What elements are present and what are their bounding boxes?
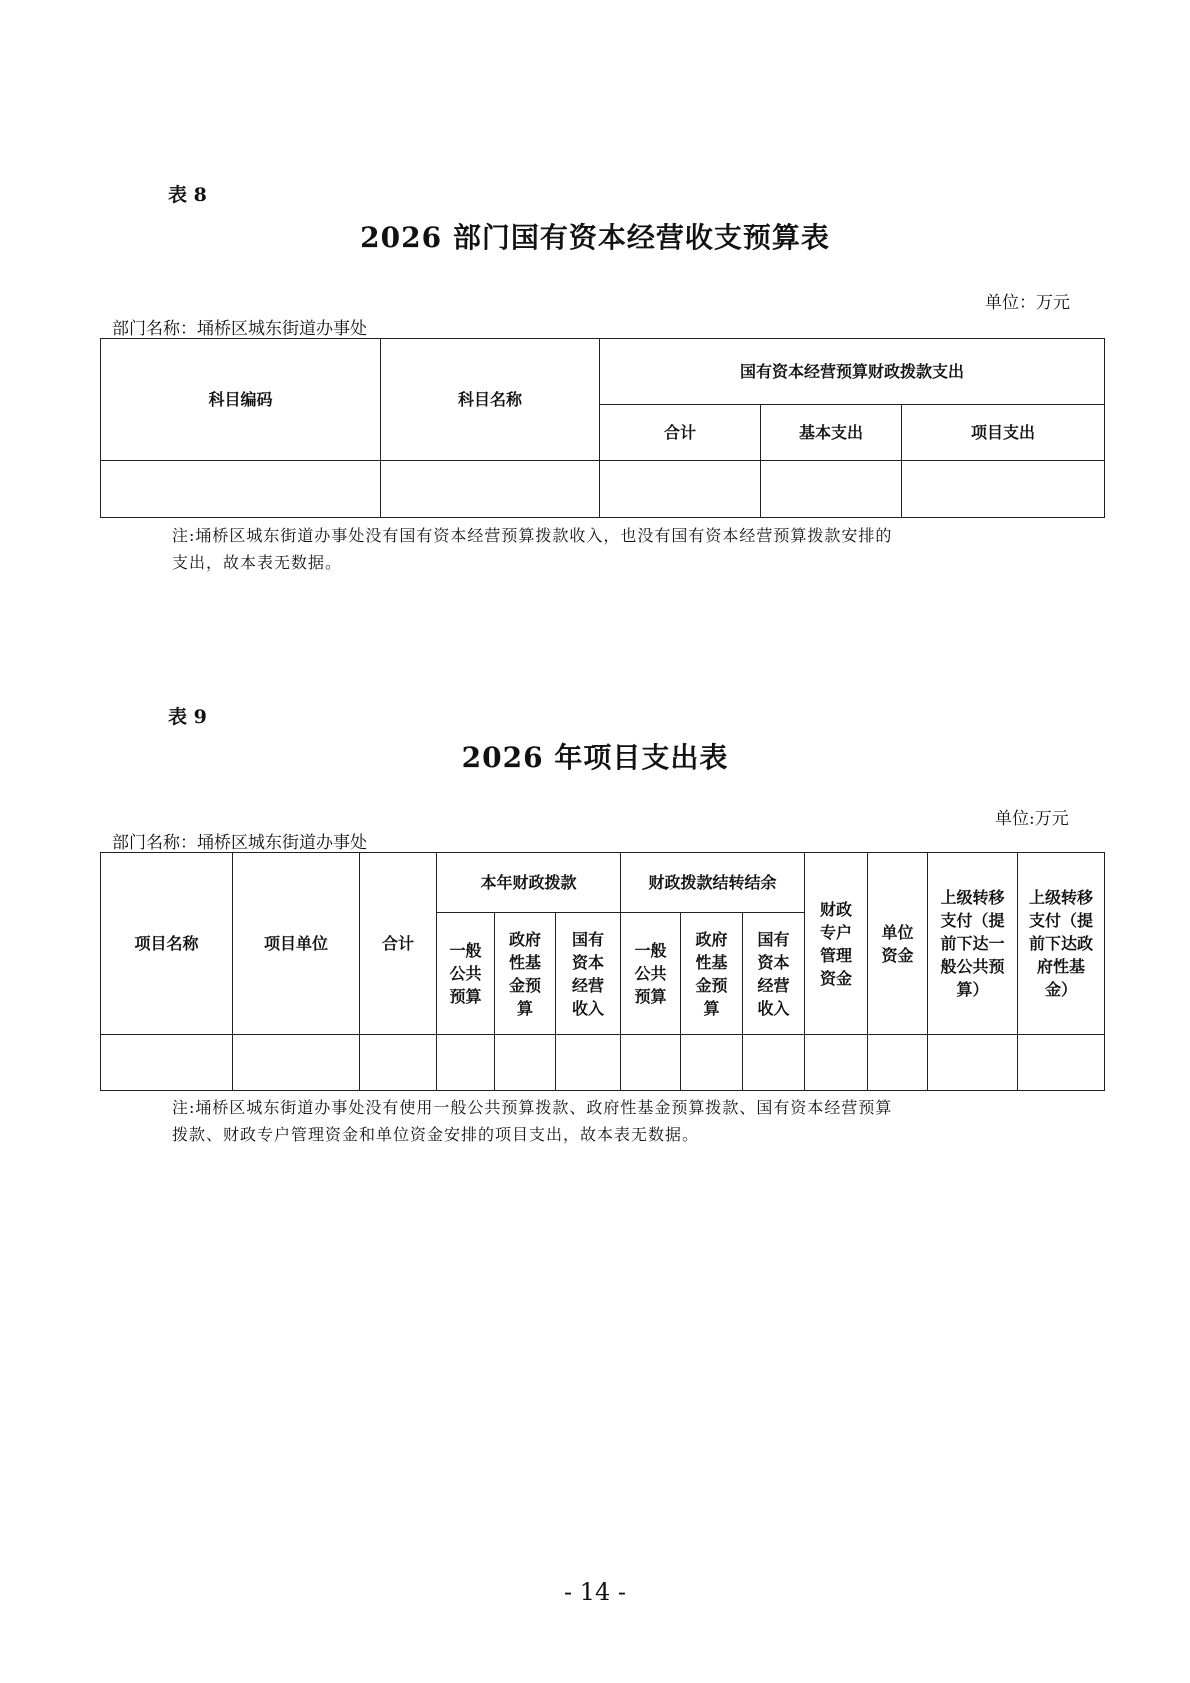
t9-empty-row bbox=[101, 1035, 1105, 1091]
table8 bbox=[100, 338, 1105, 518]
t8-header-project: 项目支出 bbox=[902, 405, 1105, 461]
t8-cell bbox=[381, 461, 600, 518]
t9-cell bbox=[437, 1035, 495, 1091]
t9-header-gov-fund: 政府性基金预算 bbox=[495, 913, 556, 1035]
t9-header-carry-gov-fund: 政府性基金预算 bbox=[681, 913, 743, 1035]
table9 bbox=[100, 852, 1105, 1091]
page-number: - 14 - bbox=[563, 1578, 626, 1606]
t9-cell bbox=[928, 1035, 1018, 1091]
t9-header-project-unit: 项目单位 bbox=[233, 853, 360, 1035]
t9-cell bbox=[868, 1035, 928, 1091]
t9-cell bbox=[233, 1035, 360, 1091]
table8-unit: 单位：万元 bbox=[985, 293, 1070, 313]
t8-header-basic: 基本支出 bbox=[761, 405, 902, 461]
t9-header-fiscal-special: 财政专户管理资金 bbox=[805, 853, 868, 1035]
table8-label: 表 8 bbox=[168, 184, 207, 206]
t9-header-carry-general-public: 一般公共预算 bbox=[621, 913, 681, 1035]
t8-header-group: 国有资本经营预算财政拨款支出 bbox=[600, 339, 1105, 405]
table9-dept: 部门名称：埇桥区城东街道办事处 bbox=[112, 833, 367, 853]
t8-cell bbox=[761, 461, 902, 518]
table9-note bbox=[172, 1094, 892, 1148]
t9-cell bbox=[681, 1035, 743, 1091]
t8-cell bbox=[600, 461, 761, 518]
t9-header-upper-general: 上级转移支付（提前下达一般公共预算） bbox=[928, 853, 1018, 1035]
table8-note bbox=[172, 522, 892, 576]
t9-header-general-public: 一般公共预算 bbox=[437, 913, 495, 1035]
table9-label: 表 9 bbox=[168, 706, 207, 728]
table8-dept: 部门名称：埇桥区城东街道办事处 bbox=[112, 319, 367, 339]
t9-header-upper-fund: 上级转移支付（提前下达政府性基金） bbox=[1018, 853, 1105, 1035]
t8-header-total: 合计 bbox=[600, 405, 761, 461]
table8-note-line1: 注:埇桥区城东街道办事处没有国有资本经营预算拨款收入，也没有国有资本经营预算拨款安排的 bbox=[172, 526, 893, 545]
t9-cell bbox=[556, 1035, 621, 1091]
t9-cell bbox=[101, 1035, 233, 1091]
table9-unit: 单位:万元 bbox=[995, 809, 1069, 829]
t8-cell bbox=[902, 461, 1105, 518]
t9-header-state-capital: 国有资本经营收入 bbox=[556, 913, 621, 1035]
t9-header-current-year: 本年财政拨款 bbox=[437, 853, 621, 913]
t8-cell bbox=[101, 461, 381, 518]
t9-cell bbox=[1018, 1035, 1105, 1091]
t9-cell bbox=[805, 1035, 868, 1091]
t9-header-total: 合计 bbox=[360, 853, 437, 1035]
table9-note-line1: 注:埇桥区城东街道办事处没有使用一般公共预算拨款、政府性基金预算拨款、国有资本经营预算 bbox=[172, 1098, 893, 1117]
t9-cell bbox=[360, 1035, 437, 1091]
t8-header-code: 科目编码 bbox=[101, 339, 381, 461]
table9-title: 2026 年项目支出表 bbox=[461, 741, 729, 774]
t9-cell bbox=[621, 1035, 681, 1091]
t9-cell bbox=[743, 1035, 805, 1091]
t9-header-project-name: 项目名称 bbox=[101, 853, 233, 1035]
t9-header-unit-funds: 单位资金 bbox=[868, 853, 928, 1035]
t9-header-carryover: 财政拨款结转结余 bbox=[621, 853, 805, 913]
t9-header-carry-state-capital: 国有资本经营收入 bbox=[743, 913, 805, 1035]
table9-note-line2: 拨款、财政专户管理资金和单位资金安排的项目支出，故本表无数据。 bbox=[172, 1125, 700, 1144]
table8-title: 2026 部门国有资本经营收支预算表 bbox=[360, 221, 830, 254]
table8-note-line2: 支出，故本表无数据。 bbox=[172, 553, 343, 572]
t8-empty-row bbox=[101, 461, 1105, 518]
t9-cell bbox=[495, 1035, 556, 1091]
t8-header-name: 科目名称 bbox=[381, 339, 600, 461]
